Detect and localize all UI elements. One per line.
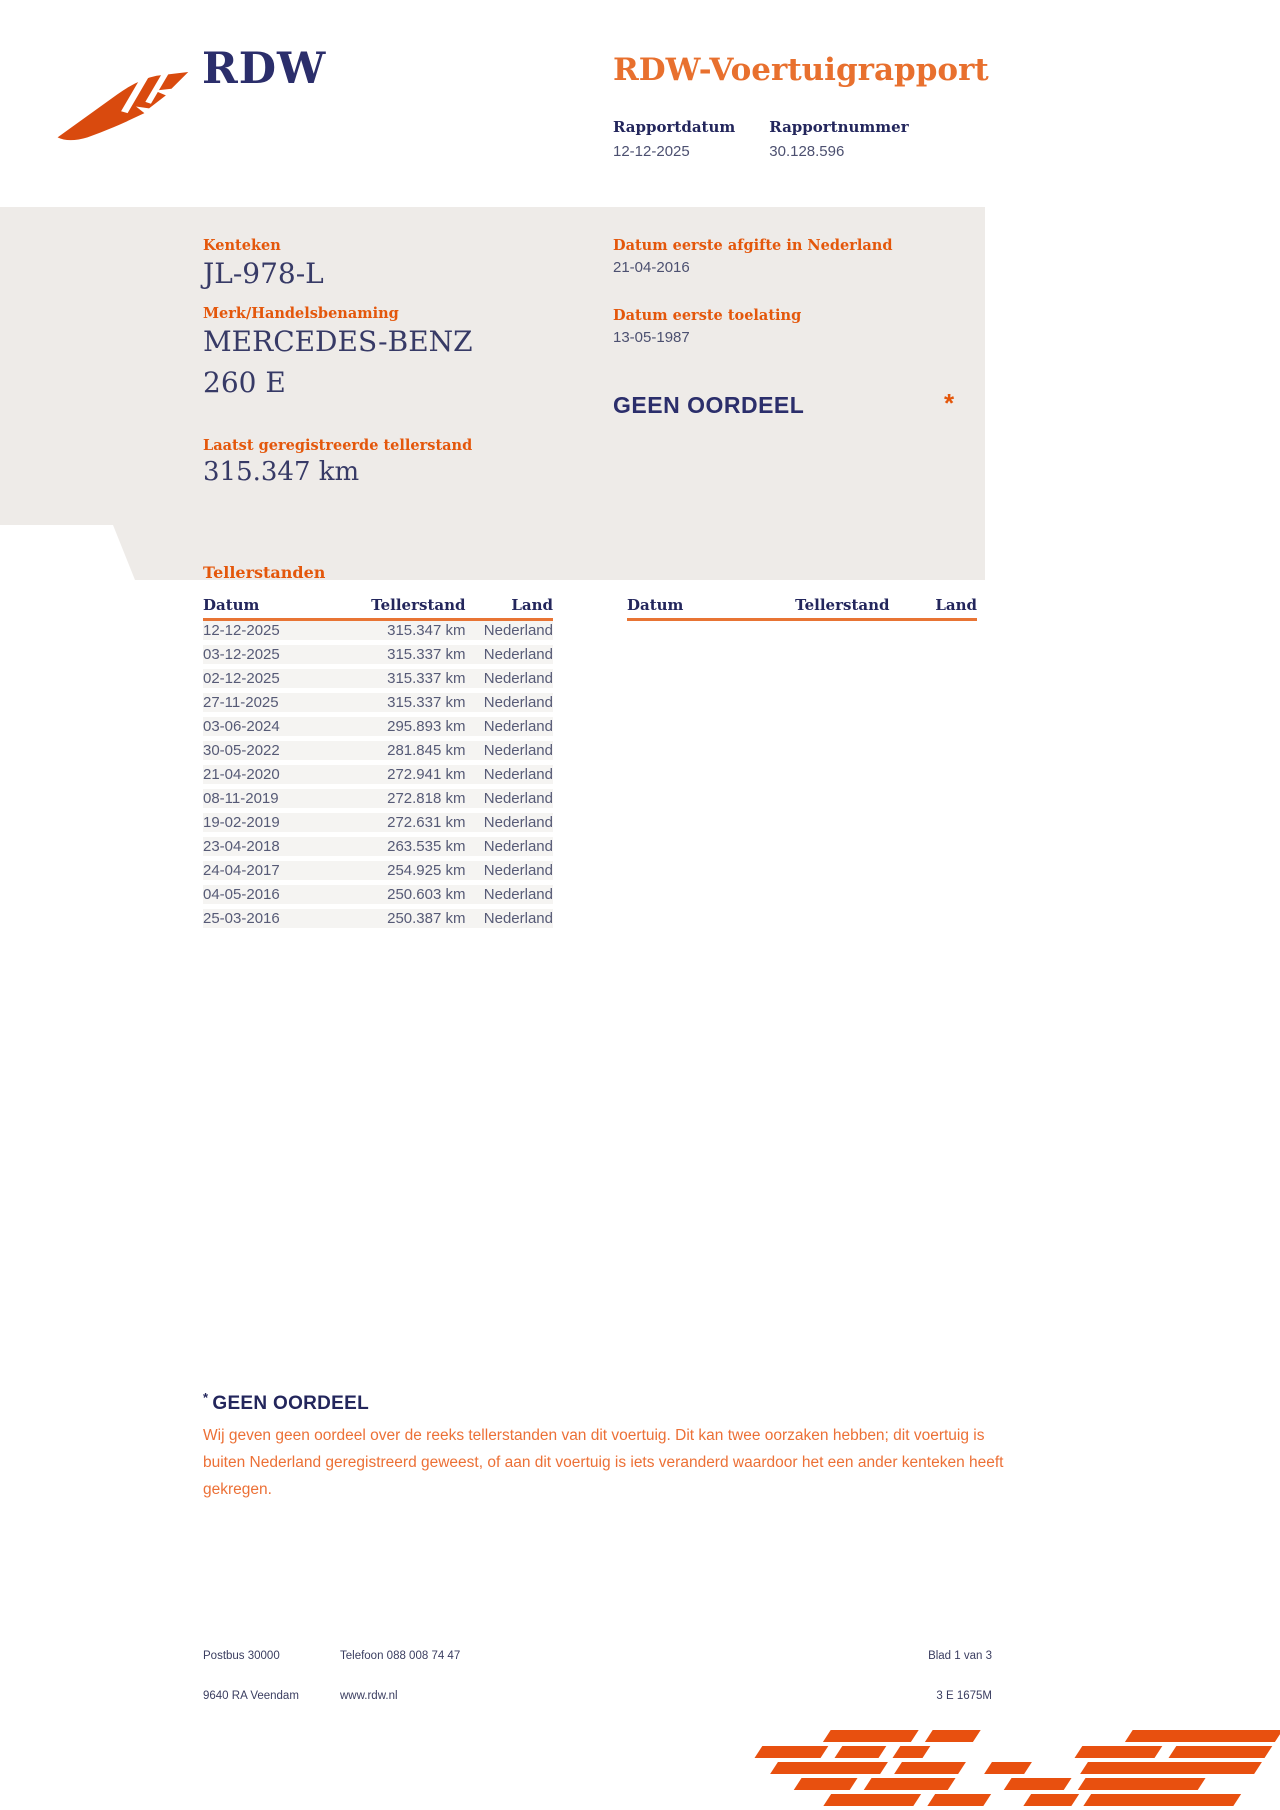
table-row: [203, 621, 553, 645]
column-header-tellerstand: Tellerstand: [371, 596, 466, 614]
cell-land: Nederland: [483, 669, 553, 687]
cell-tellerstand: 250.603 km: [387, 885, 466, 903]
footnote-text: Wij geven geen oordeel over de reeks tellerstanden van dit voertuig. Dit kan twee oorzaken hebben; dit voertuig is buiten Nederland geregistreerd geweest, of aan dit voertuig is iets veranderd waardoor het een ander kenteken heeft gekregen.: [203, 1427, 1004, 1498]
cell-land: Nederland: [483, 765, 553, 783]
oordeel-heading: GEEN OORDEEL: [613, 392, 805, 418]
table-row: [203, 765, 553, 789]
vehicle-summary-panel: [0, 207, 985, 580]
table-header-row: [203, 596, 553, 621]
table-header-row: [627, 596, 977, 621]
footer-phone: Telefoon 088 008 74 47: [340, 1650, 461, 1662]
cell-datum: 23-04-2018: [203, 837, 280, 855]
footnote-title-text: GEEN OORDEEL: [212, 1393, 370, 1414]
merk-label: Merk/Handelsbenaming: [203, 305, 399, 322]
toelating-label: Datum eerste toelating: [613, 307, 802, 324]
cell-land: Nederland: [483, 621, 553, 639]
cell-datum: 30-05-2022: [203, 741, 280, 759]
cell-tellerstand: 272.818 km: [387, 789, 466, 807]
footnote-asterisk: *: [203, 1390, 209, 1405]
cell-datum: 21-04-2020: [203, 765, 280, 783]
kenteken-label: Kenteken: [203, 237, 281, 254]
footer-form-code: 3 E 1675M: [936, 1690, 992, 1702]
footnote-title: [203, 1390, 369, 1415]
cell-datum: 27-11-2025: [203, 693, 279, 711]
table-row: [203, 717, 553, 741]
cell-land: Nederland: [483, 789, 553, 807]
toelating-value: 13-05-1987: [613, 329, 690, 346]
cell-tellerstand: 315.337 km: [387, 693, 466, 711]
cell-tellerstand: 281.845 km: [387, 741, 466, 759]
rdw-feather-logo-icon: [52, 52, 192, 148]
table-row: [203, 861, 553, 885]
column-header-datum: Datum: [203, 596, 260, 614]
tellerstanden-table-left: [203, 596, 553, 933]
column-header-tellerstand: Tellerstand: [795, 596, 890, 614]
footer-address-line2: 9640 RA Veendam: [203, 1690, 299, 1702]
report-meta: [613, 118, 909, 160]
cell-land: Nederland: [483, 885, 553, 903]
footer-address-line1: Postbus 30000: [203, 1650, 280, 1662]
afgifte-label: Datum eerste afgifte in Nederland: [613, 237, 893, 254]
report-date-label: Rapportdatum: [613, 118, 736, 136]
column-header-land: Land: [511, 596, 553, 614]
cell-datum: 03-12-2025: [203, 645, 280, 663]
cell-land: Nederland: [483, 909, 553, 927]
cell-tellerstand: 315.337 km: [387, 669, 466, 687]
kenteken-value: JL-978-L: [203, 257, 324, 290]
website-link-text[interactable]: www.rdw.nl: [340, 1690, 398, 1702]
rdw-stripes-graphic-icon: [660, 1728, 1280, 1810]
report-number-block: [769, 118, 908, 160]
oordeel-asterisk: *: [944, 388, 955, 418]
cell-tellerstand: 272.631 km: [387, 813, 466, 831]
footer-page-number: Blad 1 van 3: [928, 1650, 992, 1662]
cell-datum: 04-05-2016: [203, 885, 280, 903]
cell-land: Nederland: [483, 813, 553, 831]
column-header-land: Land: [935, 596, 977, 614]
cell-land: Nederland: [483, 741, 553, 759]
report-date-value: 12-12-2025: [613, 143, 690, 160]
cell-tellerstand: 295.893 km: [387, 717, 466, 735]
table-row: [203, 741, 553, 765]
cell-tellerstand: 250.387 km: [387, 909, 466, 927]
cell-datum: 24-04-2017: [203, 861, 280, 879]
cell-tellerstand: 315.347 km: [387, 621, 466, 639]
cell-datum: 19-02-2019: [203, 813, 280, 831]
report-date-block: [613, 118, 735, 160]
table-row: [203, 645, 553, 669]
table-row: [203, 669, 553, 693]
report-number-label: Rapportnummer: [769, 118, 909, 136]
table-row: [203, 837, 553, 861]
table-row: [203, 885, 553, 909]
cell-datum: 02-12-2025: [203, 669, 280, 687]
table-row: [203, 813, 553, 837]
table-body: [203, 621, 553, 933]
logo-wordmark: RDW: [202, 44, 327, 94]
model-value: 260 E: [203, 366, 286, 399]
cell-land: Nederland: [483, 693, 553, 711]
cell-tellerstand: 315.337 km: [387, 645, 466, 663]
afgifte-value: 21-04-2016: [613, 259, 690, 276]
cell-datum: 03-06-2024: [203, 717, 280, 735]
page-title: RDW-Voertuigrapport: [613, 52, 989, 88]
tellerstanden-table-right: [627, 596, 977, 621]
footer-website-link[interactable]: [340, 1690, 398, 1702]
tellerstand-value: 315.347 km: [203, 457, 360, 487]
tellerstand-label: Laatst geregistreerde tellerstand: [203, 437, 473, 454]
tellerstanden-section-title: Tellerstanden: [203, 563, 326, 582]
cell-land: Nederland: [483, 645, 553, 663]
table-row: [203, 909, 553, 933]
cell-tellerstand: 254.925 km: [387, 861, 466, 879]
cell-datum: 08-11-2019: [203, 789, 279, 807]
report-number-value: 30.128.596: [769, 143, 845, 160]
cell-datum: 25-03-2016: [203, 909, 280, 927]
cell-land: Nederland: [483, 837, 553, 855]
cell-datum: 12-12-2025: [203, 621, 280, 639]
table-row: [203, 693, 553, 717]
cell-tellerstand: 272.941 km: [387, 765, 466, 783]
column-header-datum: Datum: [627, 596, 684, 614]
table-row: [203, 789, 553, 813]
cell-land: Nederland: [483, 861, 553, 879]
cell-land: Nederland: [483, 717, 553, 735]
cell-tellerstand: 263.535 km: [387, 837, 466, 855]
merk-value: MERCEDES-BENZ: [203, 325, 473, 358]
